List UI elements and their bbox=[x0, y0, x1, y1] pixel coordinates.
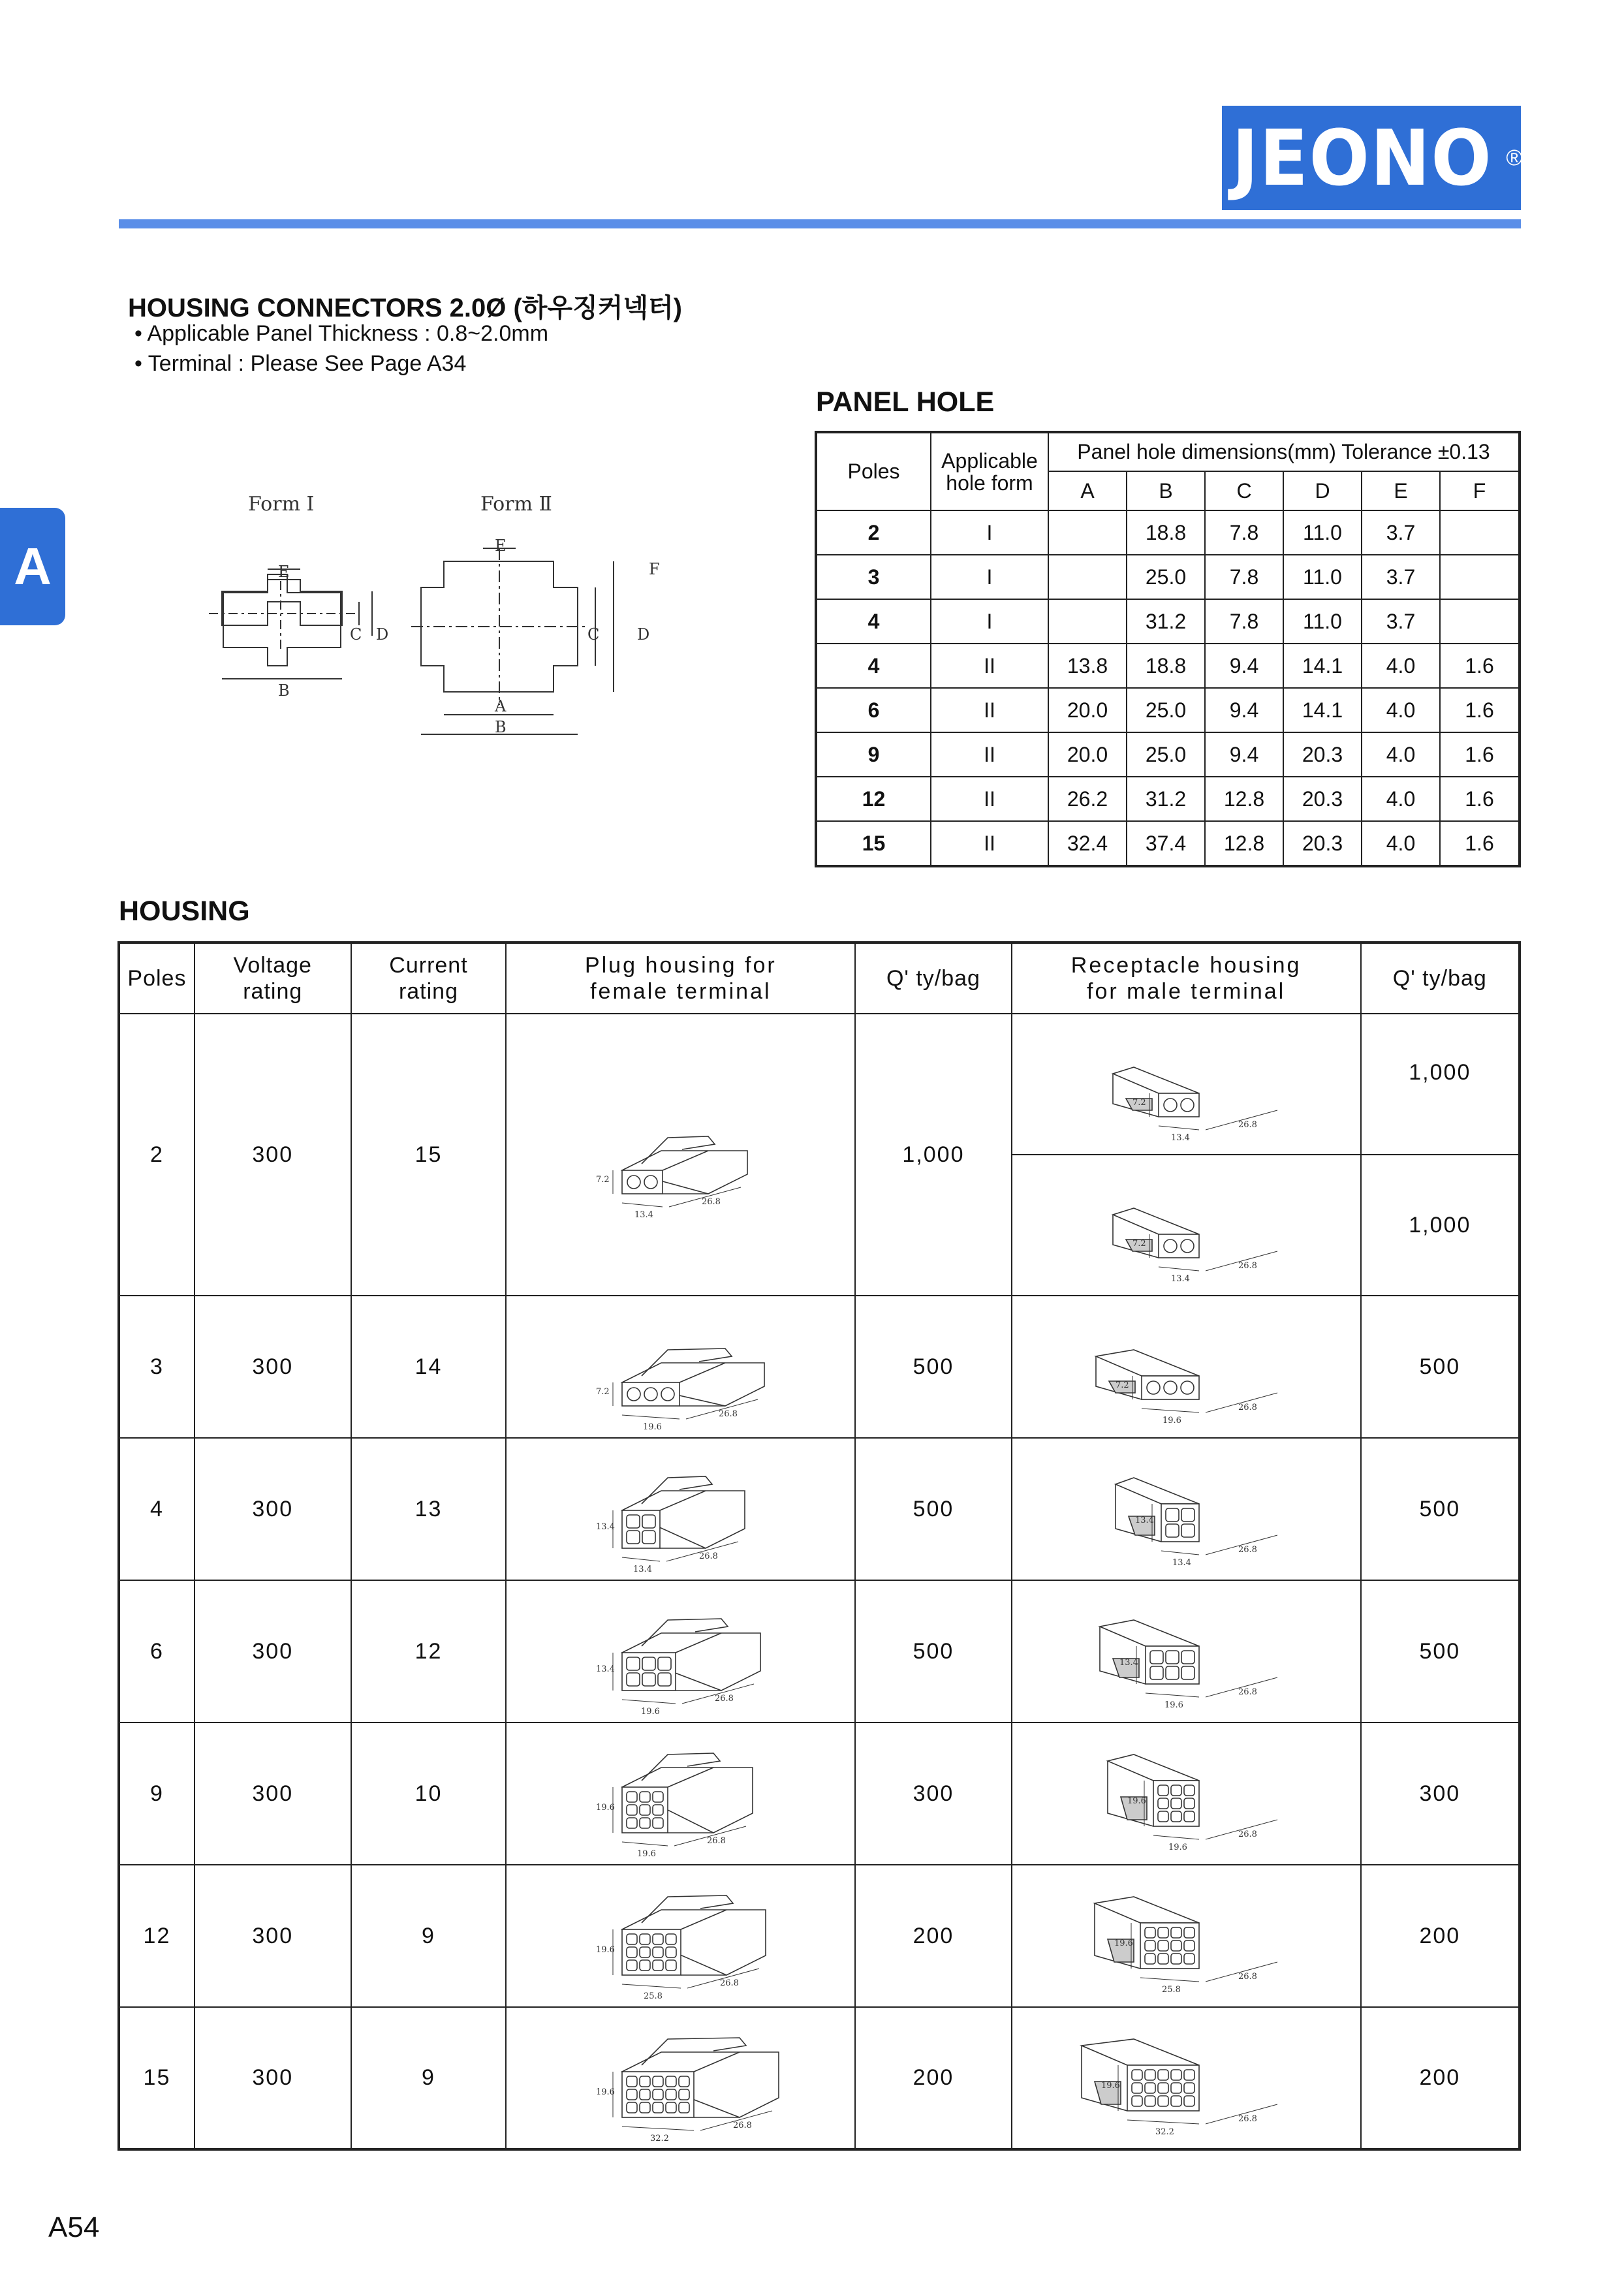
page-title: HOUSING CONNECTORS 2.0Ø (하우징커넥터) bbox=[128, 294, 682, 322]
plug-housing-drawing bbox=[583, 1593, 779, 1717]
dim-label-length: 26.8 bbox=[1238, 1120, 1258, 1130]
dim-label-width: 19.6 bbox=[1163, 1416, 1182, 1426]
cell-b: 18.8 bbox=[1127, 644, 1205, 688]
cell-a: 20.0 bbox=[1048, 732, 1127, 777]
housing-row bbox=[119, 2007, 1520, 2149]
cell-poles: 15 bbox=[119, 2007, 195, 2149]
cell-e: 4.0 bbox=[1362, 732, 1440, 777]
cell-a: 26.2 bbox=[1048, 777, 1127, 821]
dim-letter-b: B bbox=[278, 681, 290, 700]
cell-poles: 4 bbox=[816, 599, 931, 644]
cell-f bbox=[1440, 599, 1520, 644]
cell-f: 1.6 bbox=[1440, 732, 1520, 777]
panel-hole-row bbox=[816, 732, 1520, 777]
bullet-panel-thickness: • Applicable Panel Thickness : 0.8~2.0mm bbox=[134, 321, 549, 346]
housing-row bbox=[119, 1438, 1520, 1580]
cell-plug-qty: 500 bbox=[855, 1580, 1011, 1722]
cell-d: 11.0 bbox=[1283, 510, 1362, 555]
dim-label-length: 26.8 bbox=[1238, 2113, 1258, 2124]
cell-d: 11.0 bbox=[1283, 555, 1362, 599]
dim-label-height: 7.2 bbox=[1132, 1239, 1146, 1249]
dim-label-width: 13.4 bbox=[632, 1565, 652, 1574]
receptacle-housing-drawing bbox=[1088, 1166, 1284, 1284]
dim-label-width: 25.8 bbox=[1162, 1985, 1181, 1995]
receptacle-housing-drawing bbox=[1088, 2019, 1284, 2137]
dim-label-length: 26.8 bbox=[1238, 1545, 1258, 1555]
dim-letter-d: D bbox=[376, 625, 389, 644]
dim-letter-e-form2: E bbox=[495, 537, 507, 555]
dim-label-length: 26.8 bbox=[732, 2120, 752, 2130]
cell-poles: 2 bbox=[816, 510, 931, 555]
cell-current: 12 bbox=[351, 1580, 507, 1722]
dim-label-height: 7.2 bbox=[1116, 1380, 1129, 1390]
dim-label-height: 7.2 bbox=[595, 1387, 610, 1397]
cell-poles: 15 bbox=[816, 821, 931, 866]
cell-b: 25.0 bbox=[1127, 688, 1205, 732]
plug-housing-drawing bbox=[583, 1877, 779, 2001]
cell-current: 13 bbox=[351, 1438, 507, 1580]
panel-hole-row bbox=[816, 777, 1520, 821]
cell-e: 4.0 bbox=[1362, 777, 1440, 821]
panel-hole-row bbox=[816, 688, 1520, 732]
cell-poles: 2 bbox=[119, 1014, 195, 1296]
dim-label-width: 13.4 bbox=[1172, 1558, 1192, 1568]
cell-e: 3.7 bbox=[1362, 555, 1440, 599]
cell-voltage: 300 bbox=[195, 1580, 351, 1722]
plug-housing-image bbox=[506, 1865, 855, 2007]
cell-d: 11.0 bbox=[1283, 599, 1362, 644]
cell-b: 25.0 bbox=[1127, 732, 1205, 777]
cell-a: 32.4 bbox=[1048, 821, 1127, 866]
col-header-poles-housing: Poles bbox=[119, 943, 195, 1014]
col-header-voltage: Voltage rating bbox=[195, 943, 351, 1014]
cell-a bbox=[1048, 555, 1127, 599]
col-header-qty-receptacle: Q' ty/bag bbox=[1361, 943, 1520, 1014]
dim-label-length: 26.8 bbox=[698, 1551, 718, 1561]
receptacle-housing-image-variant bbox=[1012, 1155, 1361, 1296]
cell-d: 20.3 bbox=[1283, 821, 1362, 866]
dim-letter-c: C bbox=[350, 625, 362, 644]
plug-housing-drawing bbox=[583, 1096, 779, 1220]
dim-label-width: 19.6 bbox=[1164, 1700, 1184, 1710]
panel-hole-table bbox=[815, 431, 1521, 867]
cell-poles: 4 bbox=[119, 1438, 195, 1580]
cell-current: 14 bbox=[351, 1296, 507, 1438]
receptacle-housing-drawing bbox=[1088, 1735, 1284, 1852]
dim-label-height: 13.4 bbox=[595, 1522, 615, 1532]
plug-housing-image bbox=[506, 1580, 855, 1722]
cell-receptacle-qty: 500 bbox=[1361, 1296, 1520, 1438]
form1-label: Form Ⅰ bbox=[248, 493, 315, 516]
housing-row bbox=[119, 1014, 1520, 1155]
cell-f: 1.6 bbox=[1440, 688, 1520, 732]
cell-c: 7.8 bbox=[1205, 510, 1283, 555]
housing-heading: HOUSING bbox=[119, 896, 250, 927]
cell-current: 15 bbox=[351, 1014, 507, 1296]
registered-mark: ® bbox=[1506, 145, 1523, 170]
cell-c: 9.4 bbox=[1205, 732, 1283, 777]
cell-plug-qty: 500 bbox=[855, 1438, 1011, 1580]
cell-d: 20.3 bbox=[1283, 732, 1362, 777]
cell-e: 4.0 bbox=[1362, 821, 1440, 866]
cell-a: 20.0 bbox=[1048, 688, 1127, 732]
plug-housing-image bbox=[506, 1014, 855, 1296]
receptacle-housing-image bbox=[1012, 1865, 1361, 2007]
cell-f: 1.6 bbox=[1440, 777, 1520, 821]
housing-table bbox=[117, 941, 1521, 2151]
cell-form: II bbox=[931, 644, 1048, 688]
cell-voltage: 300 bbox=[195, 1865, 351, 2007]
cell-receptacle-qty: 1,000 bbox=[1361, 1014, 1520, 1155]
cell-c: 12.8 bbox=[1205, 777, 1283, 821]
panel-hole-row bbox=[816, 555, 1520, 599]
dim-label-length: 26.8 bbox=[1238, 1830, 1258, 1839]
receptacle-housing-drawing bbox=[1088, 1593, 1284, 1710]
cell-plug-qty: 200 bbox=[855, 1865, 1011, 2007]
cell-receptacle-qty: 300 bbox=[1361, 1722, 1520, 1865]
col-header-c: C bbox=[1205, 471, 1283, 510]
dim-label-length: 26.8 bbox=[701, 1197, 721, 1207]
plug-housing-image bbox=[506, 2007, 855, 2149]
col-header-poles: Poles bbox=[816, 432, 931, 510]
panel-hole-row bbox=[816, 599, 1520, 644]
dim-label-width: 19.6 bbox=[642, 1422, 662, 1432]
cell-b: 31.2 bbox=[1127, 599, 1205, 644]
dim-label-length: 26.8 bbox=[714, 1694, 734, 1704]
dim-label-height: 7.2 bbox=[1132, 1098, 1146, 1108]
receptacle-housing-image bbox=[1012, 1296, 1361, 1438]
cell-c: 9.4 bbox=[1205, 688, 1283, 732]
cell-a: 13.8 bbox=[1048, 644, 1127, 688]
cell-poles: 9 bbox=[816, 732, 931, 777]
cell-c: 7.8 bbox=[1205, 555, 1283, 599]
cell-poles: 12 bbox=[119, 1865, 195, 2007]
receptacle-housing-image bbox=[1012, 2007, 1361, 2149]
dim-label-width: 13.4 bbox=[1171, 1133, 1191, 1143]
dim-label-length: 26.8 bbox=[1238, 1403, 1258, 1412]
dim-label-width: 13.4 bbox=[634, 1210, 653, 1220]
dim-label-length: 26.8 bbox=[1238, 1687, 1258, 1697]
receptacle-housing-image bbox=[1012, 1014, 1361, 1155]
receptacle-housing-image bbox=[1012, 1438, 1361, 1580]
cell-receptacle-qty: 500 bbox=[1361, 1438, 1520, 1580]
cell-b: 25.0 bbox=[1127, 555, 1205, 599]
cell-d: 14.1 bbox=[1283, 688, 1362, 732]
cell-receptacle-qty: 200 bbox=[1361, 2007, 1520, 2149]
dim-label-length: 26.8 bbox=[718, 1409, 738, 1419]
dim-letter-a: A bbox=[495, 697, 507, 715]
dim-label-height: 19.6 bbox=[1127, 1796, 1147, 1806]
cell-e: 4.0 bbox=[1362, 688, 1440, 732]
dim-label-width: 19.6 bbox=[640, 1707, 660, 1717]
dim-label-height: 19.6 bbox=[595, 1945, 615, 1955]
cell-b: 18.8 bbox=[1127, 510, 1205, 555]
dim-label-length: 26.8 bbox=[1238, 1261, 1258, 1271]
plug-housing-drawing bbox=[583, 2019, 779, 2143]
cell-form: II bbox=[931, 777, 1048, 821]
dim-label-height: 13.4 bbox=[595, 1664, 615, 1674]
dim-letter-b-form2: B bbox=[495, 718, 507, 736]
housing-row bbox=[119, 1580, 1520, 1722]
housing-row bbox=[119, 1296, 1520, 1438]
cell-e: 3.7 bbox=[1362, 510, 1440, 555]
dim-letter-d-form2: D bbox=[637, 625, 650, 644]
cell-poles: 9 bbox=[119, 1722, 195, 1865]
col-header-d: D bbox=[1283, 471, 1362, 510]
header-rule bbox=[119, 219, 1521, 228]
dim-label-length: 26.8 bbox=[706, 1836, 726, 1846]
cell-c: 7.8 bbox=[1205, 599, 1283, 644]
cell-f: 1.6 bbox=[1440, 821, 1520, 866]
plug-housing-image bbox=[506, 1722, 855, 1865]
dim-label-height: 19.6 bbox=[595, 1803, 615, 1813]
housing-row bbox=[119, 1865, 1520, 2007]
cell-form: II bbox=[931, 688, 1048, 732]
form2-label: Form Ⅱ bbox=[480, 493, 552, 516]
cell-poles: 4 bbox=[816, 644, 931, 688]
cell-poles: 6 bbox=[816, 688, 931, 732]
dim-label-length: 26.8 bbox=[1238, 1972, 1258, 1982]
cell-b: 31.2 bbox=[1127, 777, 1205, 821]
cell-e: 4.0 bbox=[1362, 644, 1440, 688]
cell-voltage: 300 bbox=[195, 1438, 351, 1580]
cell-voltage: 300 bbox=[195, 1014, 351, 1296]
brand-logo-text: JEONO bbox=[1231, 113, 1493, 203]
cell-voltage: 300 bbox=[195, 1722, 351, 1865]
cell-plug-qty: 500 bbox=[855, 1296, 1011, 1438]
dim-label-height: 13.4 bbox=[1135, 1516, 1155, 1525]
cell-voltage: 300 bbox=[195, 2007, 351, 2149]
cell-current: 10 bbox=[351, 1722, 507, 1865]
dim-label-width: 13.4 bbox=[1171, 1274, 1191, 1284]
dim-label-width: 32.2 bbox=[1155, 2127, 1175, 2137]
plug-housing-drawing bbox=[583, 1308, 779, 1432]
receptacle-housing-drawing bbox=[1088, 1450, 1284, 1568]
plug-housing-image bbox=[506, 1296, 855, 1438]
cell-d: 20.3 bbox=[1283, 777, 1362, 821]
dim-letter-e: E bbox=[278, 563, 290, 581]
cell-form: II bbox=[931, 821, 1048, 866]
col-header-current: Current rating bbox=[351, 943, 507, 1014]
cell-a bbox=[1048, 510, 1127, 555]
cell-receptacle-qty: 500 bbox=[1361, 1580, 1520, 1722]
panel-hole-row bbox=[816, 644, 1520, 688]
dim-label-length: 26.8 bbox=[719, 1978, 739, 1988]
cell-poles: 3 bbox=[816, 555, 931, 599]
section-tab: A bbox=[0, 508, 65, 625]
dim-label-height: 19.6 bbox=[1114, 1939, 1134, 1948]
bullet-terminal: • Terminal : Please See Page A34 bbox=[134, 351, 467, 376]
panel-hole-row bbox=[816, 821, 1520, 866]
col-header-plug: Plug housing for female terminal bbox=[506, 943, 855, 1014]
cell-form: I bbox=[931, 510, 1048, 555]
receptacle-housing-drawing bbox=[1088, 1025, 1284, 1143]
cell-f: 1.6 bbox=[1440, 644, 1520, 688]
receptacle-housing-drawing bbox=[1088, 1877, 1284, 1995]
housing-row bbox=[119, 1722, 1520, 1865]
cell-poles: 6 bbox=[119, 1580, 195, 1722]
col-header-b: B bbox=[1127, 471, 1205, 510]
dim-label-height: 19.6 bbox=[1101, 2080, 1121, 2091]
cell-form: II bbox=[931, 732, 1048, 777]
cell-form: I bbox=[931, 599, 1048, 644]
cell-a bbox=[1048, 599, 1127, 644]
plug-housing-image bbox=[506, 1438, 855, 1580]
dim-label-height: 19.6 bbox=[595, 2087, 615, 2097]
cell-receptacle-qty-variant: 1,000 bbox=[1361, 1155, 1520, 1296]
panel-hole-row bbox=[816, 510, 1520, 555]
dim-label-height: 7.2 bbox=[595, 1175, 610, 1185]
panel-hole-diagram bbox=[196, 483, 692, 744]
cell-f bbox=[1440, 555, 1520, 599]
cell-c: 9.4 bbox=[1205, 644, 1283, 688]
dim-label-width: 25.8 bbox=[643, 1991, 663, 2001]
receptacle-housing-image bbox=[1012, 1722, 1361, 1865]
cell-receptacle-qty: 200 bbox=[1361, 1865, 1520, 2007]
col-header-f: F bbox=[1440, 471, 1520, 510]
dim-label-width: 19.6 bbox=[1168, 1843, 1188, 1852]
plug-housing-drawing bbox=[583, 1450, 779, 1574]
cell-poles: 12 bbox=[816, 777, 931, 821]
cell-plug-qty: 200 bbox=[855, 2007, 1011, 2149]
dim-label-height: 13.4 bbox=[1119, 1658, 1139, 1668]
cell-current: 9 bbox=[351, 2007, 507, 2149]
cell-e: 3.7 bbox=[1362, 599, 1440, 644]
cell-form: I bbox=[931, 555, 1048, 599]
plug-housing-drawing bbox=[583, 1735, 779, 1859]
cell-f bbox=[1440, 510, 1520, 555]
cell-c: 12.8 bbox=[1205, 821, 1283, 866]
col-header-hole-form: Applicable hole form bbox=[931, 432, 1048, 510]
cell-current: 9 bbox=[351, 1865, 507, 2007]
cell-voltage: 300 bbox=[195, 1296, 351, 1438]
cell-plug-qty: 300 bbox=[855, 1722, 1011, 1865]
col-header-receptacle: Receptacle housing for male terminal bbox=[1012, 943, 1361, 1014]
dim-letter-c-form2: C bbox=[587, 625, 600, 644]
receptacle-housing-image bbox=[1012, 1580, 1361, 1722]
page-number: A54 bbox=[48, 2211, 100, 2243]
col-header-e: E bbox=[1362, 471, 1440, 510]
cell-poles: 3 bbox=[119, 1296, 195, 1438]
col-header-a: A bbox=[1048, 471, 1127, 510]
dim-label-width: 19.6 bbox=[636, 1849, 656, 1859]
brand-logo bbox=[1222, 106, 1521, 210]
cell-d: 14.1 bbox=[1283, 644, 1362, 688]
cell-b: 37.4 bbox=[1127, 821, 1205, 866]
cell-plug-qty: 1,000 bbox=[855, 1014, 1011, 1296]
dim-letter-f: F bbox=[649, 560, 660, 578]
col-header-qty-plug: Q' ty/bag bbox=[855, 943, 1011, 1014]
panel-hole-heading: PANEL HOLE bbox=[816, 386, 995, 418]
receptacle-housing-drawing bbox=[1088, 1308, 1284, 1426]
dim-label-width: 32.2 bbox=[649, 2133, 669, 2143]
col-header-dimensions: Panel hole dimensions(mm) Tolerance ±0.13 bbox=[1048, 432, 1520, 471]
